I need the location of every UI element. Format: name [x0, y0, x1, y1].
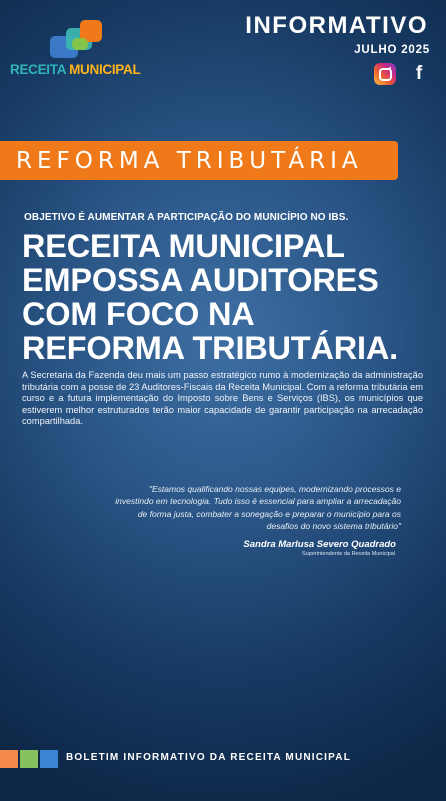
footer-label: BOLETIM INFORMATIVO DA RECEITA MUNICIPAL — [66, 752, 352, 763]
blue-square — [40, 750, 58, 768]
facebook-icon[interactable]: f — [415, 63, 423, 84]
quote-author: Sandra Marlusa Severo Quadrado — [243, 539, 396, 550]
page-title: INFORMATIVO — [245, 12, 428, 39]
instagram-icon[interactable] — [374, 63, 396, 85]
headline-line: REFORMA TRIBUTÁRIA. — [22, 330, 398, 366]
article-body: A Secretaria da Fazenda deu mais um passo estratégico rumo à modernização da administração tributária com a posse de 23 Auditores-Fiscais da Receita Municipal. Com a reforma tributária em curso e a futura implementação do Imposto sobre Bens e Serviços (IBS), os municípios que estiverem melhor estruturados terão maior capacidade de garantir participação na arrecadação compartilhada. — [22, 370, 423, 426]
orange-square — [0, 750, 18, 768]
logo-word-municipal: MUNICIPAL — [69, 62, 141, 77]
headline-line: EMPOSSA AUDITORES — [22, 262, 379, 298]
logo-mark-icon — [48, 16, 112, 66]
logo-word-receita: RECEITA — [10, 62, 66, 77]
issue-date: JULHO 2025 — [354, 44, 430, 56]
receita-municipal-logo — [10, 14, 150, 84]
banner-text: REFORMA TRIBUTÁRIA — [16, 147, 363, 174]
logo-text — [10, 62, 140, 77]
quote-author-role: Superintendente da Receita Municipal — [302, 551, 395, 557]
pull-quote: "Estamos qualificando nossas equipes, modernizando processos e investindo em tecnologia. Tudo isso é essencial para ampliar a arrecadação de forma justa, combater a sonegação e preparar o município para os desafios do novo sistema tributário" — [115, 484, 401, 531]
article-headline — [22, 229, 398, 365]
article-kicker: OBJETIVO É AUMENTAR A PARTICIPAÇÃO DO MUNICÍPIO NO IBS. — [24, 212, 349, 223]
section-banner — [0, 141, 398, 180]
green-square — [20, 750, 38, 768]
headline-line: COM FOCO NA — [22, 296, 255, 332]
headline-line: RECEITA MUNICIPAL — [22, 228, 345, 264]
